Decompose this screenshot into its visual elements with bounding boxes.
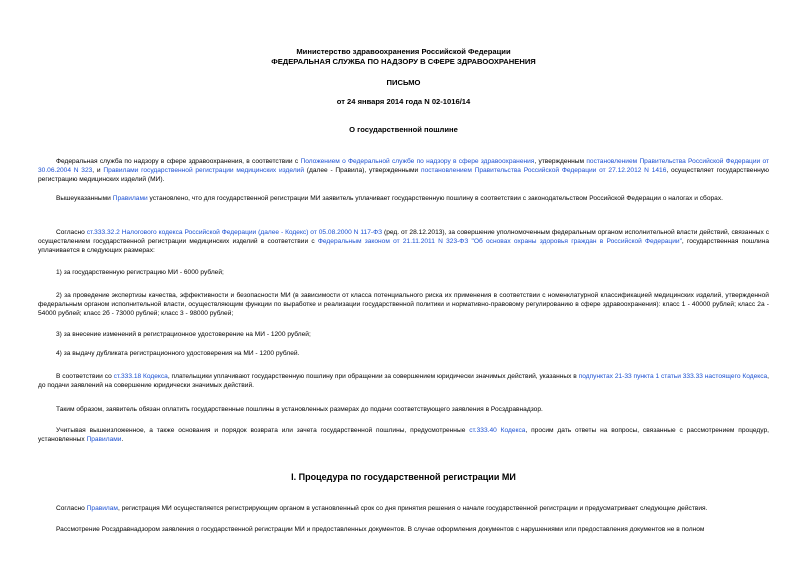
paragraph-text: , утвержденным [534, 158, 587, 165]
section-paragraph-1 [38, 504, 769, 513]
paragraph-indent [38, 350, 56, 357]
paragraph-indent [38, 406, 56, 413]
paragraph-indent [38, 158, 56, 165]
paragraph-text: , до подачи заявлений на совершение юридически значимых действий. [38, 373, 770, 389]
paragraph-text: Согласно [56, 505, 87, 512]
paragraph-2 [38, 194, 769, 203]
paragraph-text: 3) за внесение изменений в регистрационное удостоверение на МИ - 1200 рублей; [56, 331, 311, 338]
ministry-title: Министерство здравоохранения Российской Федерации [296, 47, 511, 56]
paragraph-10 [38, 426, 769, 444]
section-title: I. Процедура по государственной регистрации МИ [291, 472, 516, 482]
paragraph-indent [38, 526, 56, 533]
document-link[interactable]: Правилам [86, 505, 118, 512]
paragraph-text: Вышеуказанными [56, 195, 113, 202]
paragraph-5 [38, 291, 769, 318]
section-paragraph-2 [38, 525, 769, 534]
paragraph-text: 4) за выдачу дубликата регистрационного удостоверения на МИ - 1200 рублей. [56, 350, 300, 357]
paragraph-text: , плательщики уплачивают государственную пошлину при обращении за совершением юридически значимых действий, указанных в [167, 373, 579, 380]
paragraph-text: Рассмотрение Росздравнадзором заявления о государственной регистрации МИ и предоставленных документов. В случае оформления документов с нарушениями или предоставления документов не в полном [56, 526, 705, 533]
document-link[interactable]: ст.333.18 Кодекса [113, 373, 168, 380]
paragraph-indent [38, 229, 56, 236]
document-link[interactable]: подпунктах 21-33 пункта 1 статьи 333.33 настоящего Кодекса [578, 373, 768, 380]
paragraph-text: 1) за государственную регистрацию МИ - 6000 рублей; [56, 269, 224, 276]
document-link[interactable]: ст.333.40 Кодекса [469, 427, 526, 434]
document-link[interactable]: Положением о Федеральной службе по надзору в сфере здравоохранения [300, 158, 535, 165]
paragraph-text: установлено, что для государственной регистрации МИ заявитель уплачивает государственную пошлину в соответствии с законодательством Российской Федерации о налогах и сборах. [147, 195, 723, 202]
paragraph-text: , и [92, 167, 104, 174]
paragraph-indent [38, 292, 56, 299]
document-type: ПИСЬМО [386, 78, 421, 87]
document-link[interactable]: ст.333.32.2 Налогового кодекса Российской Федерации (далее - Кодекс) от 05.08.2000 N 117-ФЗ [86, 229, 383, 236]
paragraph-text: 2) за проведение экспертизы качества, эффективности и безопасности МИ (в зависимости от класса потенциального риска их применения в соответствии с номенклатурной классификацией медицинских изделий, утвержденной федеральным органом исполнительной власти, осуществляющим функции по выработке и реализации государственной политики и нормативно-правовому регулированию в сфере здравоохранения): класс 1 - 40000 рублей; класс 2а - 54000 рублей; класс 2б - 73000 рублей; класс 3 - 98000 рублей; [38, 292, 769, 317]
paragraph-text: . [121, 436, 124, 443]
paragraph-7 [38, 349, 769, 358]
paragraph-text: (ред. от 28.12.2013), за совершение уполномоченным федеральным органом исполнительной власти действий, связанных с осуществлением государственной регистрации медицинских изделий в соответствии с [38, 229, 770, 245]
paragraph-text: Федеральная служба по надзору в сфере здравоохранения, в соответствии с [56, 158, 301, 165]
paragraph-indent [38, 269, 56, 276]
document-link[interactable]: Правилами государственной регистрации медицинских изделий [103, 167, 305, 174]
paragraph-text: Таким образом, заявитель обязан оплатить государственные пошлины в установленных размерах до подачи соответствующего заявления в Росздравнадзор. [56, 406, 543, 413]
paragraph-text: (далее - Правила), утвержденными [304, 167, 421, 174]
paragraph-text: , государственная пошлина уплачивается в следующих размерах: [38, 238, 769, 254]
document-link[interactable]: Федеральным законом от 21.11.2011 N 323-ФЗ "Об основах охраны здоровья граждан в Российской Федерации" [317, 238, 682, 245]
document-subject: О государственной пошлине [349, 125, 458, 134]
paragraph-text: , регистрация МИ осуществляется регистрирующим органом в установленный срок со дня принятия решения о начале государственной регистрации и предусматривает следующие действия. [117, 505, 708, 512]
paragraph-text: , осуществляет государственную регистрацию медицинских изделий (МИ). [38, 167, 769, 183]
paragraph-indent [38, 195, 56, 202]
document-date-number: от 24 января 2014 года N 02-1016/14 [336, 97, 471, 106]
paragraph-indent [38, 373, 56, 380]
paragraph-8 [38, 372, 769, 390]
paragraph-3 [38, 228, 769, 255]
document-link[interactable]: Правилами [86, 436, 122, 443]
paragraph-1 [38, 157, 769, 184]
paragraph-6 [38, 330, 769, 339]
paragraph-indent [38, 505, 56, 512]
paragraph-text: , просим дать ответы на вопросы, связанные с рассмотрением процедур, установленных [38, 427, 769, 443]
paragraph-indent [38, 331, 56, 338]
service-title: ФЕДЕРАЛЬНАЯ СЛУЖБА ПО НАДЗОРУ В СФЕРЕ ЗДРАВООХРАНЕНИЯ [271, 57, 536, 66]
document-link[interactable]: постановлением Правительства Российской Федерации от 27.12.2012 N 1416 [421, 167, 667, 174]
paragraph-4 [38, 268, 769, 277]
paragraph-indent [38, 427, 56, 434]
paragraph-9 [38, 405, 769, 414]
paragraph-text: В соответствии со [56, 373, 114, 380]
document-link[interactable]: Правилами [112, 195, 148, 202]
document-link[interactable]: постановлением Правительства Российской Федерации от 30.06.2004 N 323 [38, 158, 770, 174]
paragraph-text: Согласно [56, 229, 87, 236]
paragraph-text: Учитывая вышеизложенное, а также основания и порядок возврата или зачета государственной пошлины, предусмотренные [56, 427, 470, 434]
